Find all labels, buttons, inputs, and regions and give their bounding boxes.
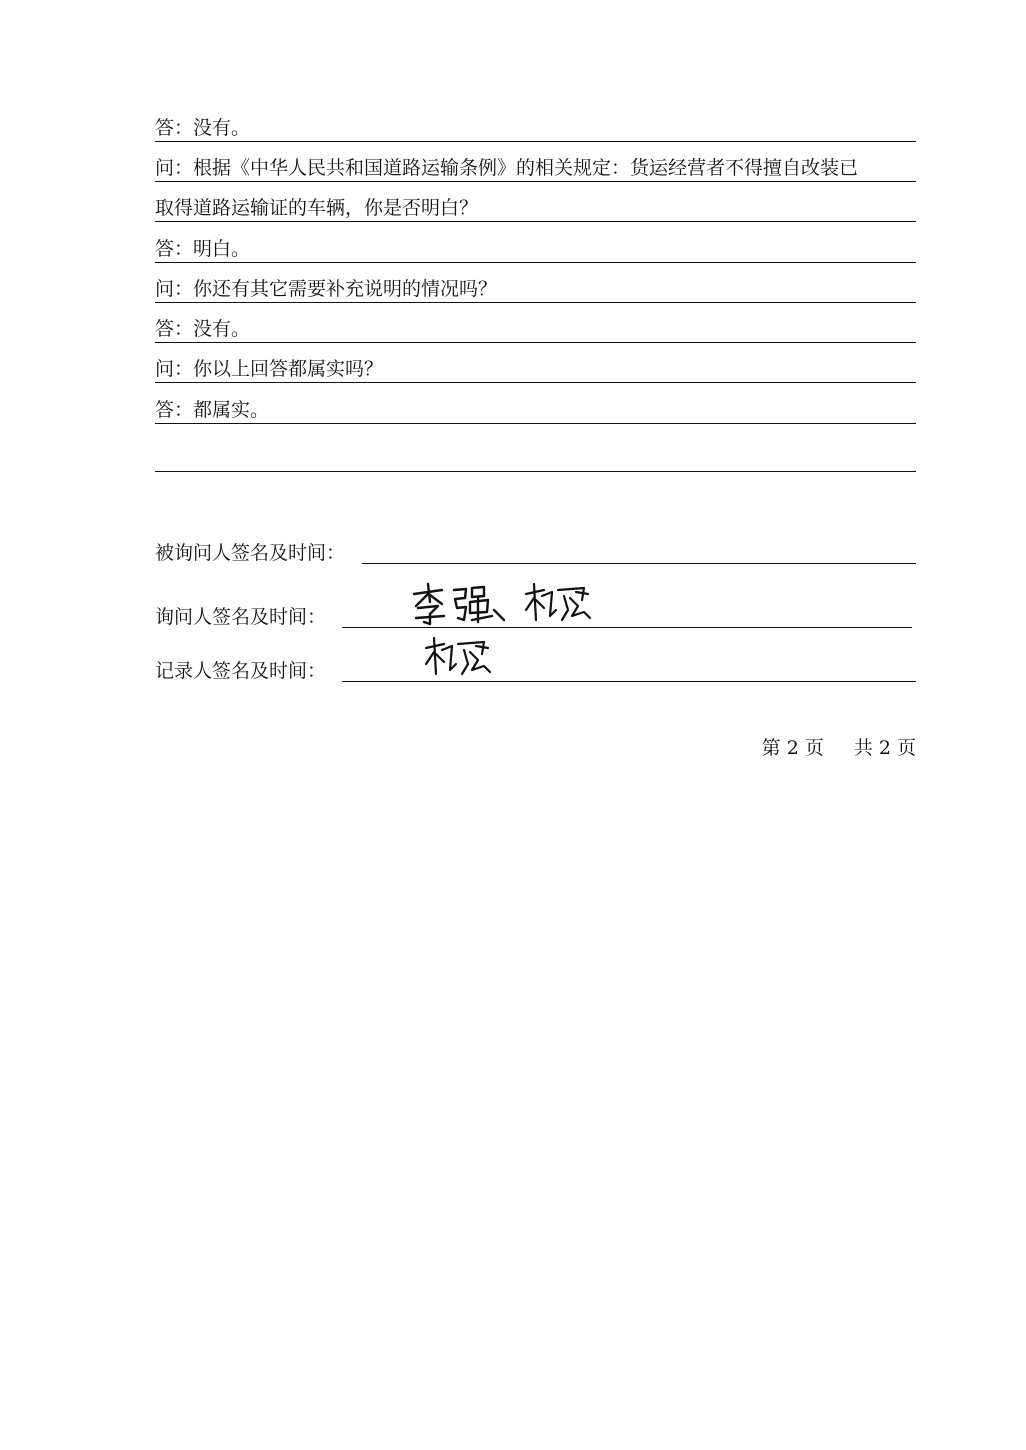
recorder-signature-label: 记录人签名及时间： [155,660,327,682]
interviewer-handwritten-signature [408,580,508,628]
answer-line: 答：没有。 [155,316,916,343]
page-number [762,735,916,761]
blank-ruled-line [155,471,916,472]
interviewee-signature-label: 被询问人签名及时间： [155,542,346,564]
question-line: 问：根据《中华人民共和国道路运输条例》的相关规定：货运经营者不得擅自改装已 [155,155,916,182]
recorder-handwritten-signature [422,634,496,680]
question-line: 问：你以上回答都属实吗？ [155,356,916,383]
question-line-continued: 取得道路运输证的车辆，你是否明白？ [155,195,916,222]
total-pages-label: 共 2 页 [853,737,916,759]
question-line: 问：你还有其它需要补充说明的情况吗？ [155,276,916,303]
interviewee-signature-field[interactable] [362,563,916,564]
current-page-label: 第 2 页 [761,737,824,759]
recorder-signature-row [155,656,326,686]
interviewer-signature-label: 询问人签名及时间： [155,606,327,628]
interviewer-signature-row [155,602,326,632]
answer-line: 答：没有。 [155,115,916,142]
answer-line: 答：明白。 [155,236,916,263]
recorder-signature-field[interactable] [342,681,916,682]
answer-line: 答：都属实。 [155,397,916,424]
interviewer-second-handwritten-signature [522,580,596,626]
interviewee-signature-row [155,538,345,568]
